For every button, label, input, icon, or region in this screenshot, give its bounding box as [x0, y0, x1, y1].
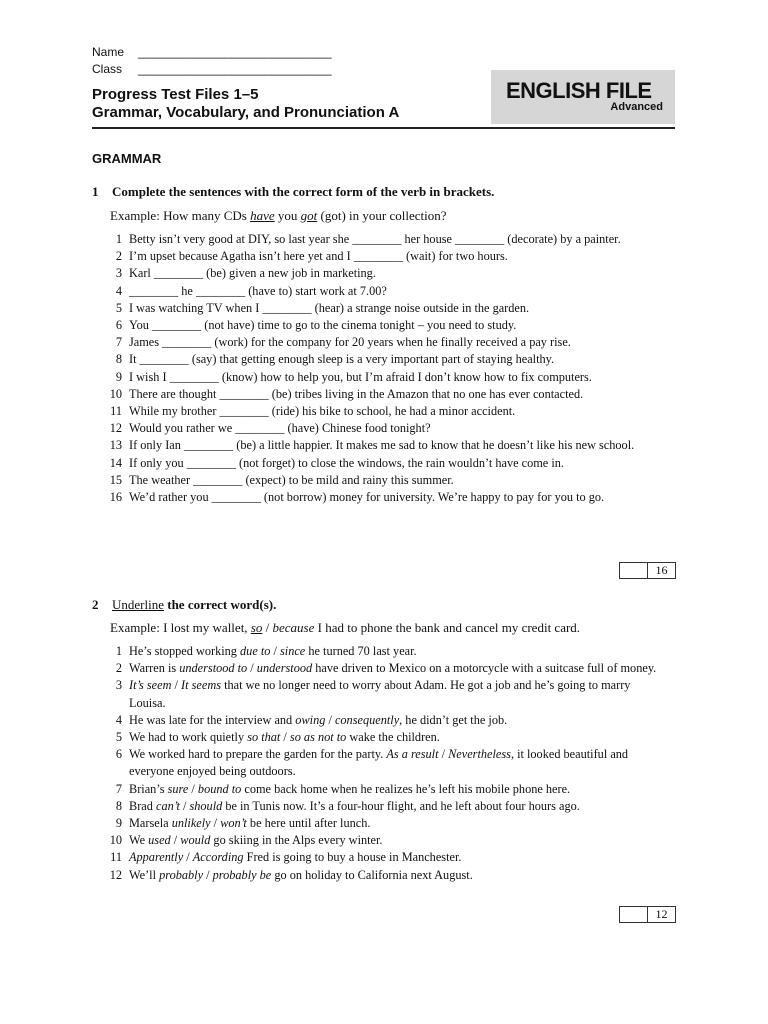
class-label: Class [92, 62, 123, 76]
q1-item-number: 2 [115, 249, 122, 264]
q2-option[interactable]: probably be [212, 867, 272, 882]
q2-option[interactable]: so that [247, 730, 281, 745]
q2-item [110, 643, 670, 660]
brand-sub-text: Advanced [610, 101, 663, 113]
q1-heading [92, 184, 682, 200]
q2-example-prefix: Example: I lost my wallet, [110, 620, 251, 635]
q2-item [110, 729, 670, 746]
q2-item-fragment: Brian’s [129, 781, 168, 796]
q2-option[interactable]: won’t [220, 816, 247, 831]
q1-score-box [619, 562, 676, 579]
q2-option[interactable]: so as not to [289, 730, 347, 745]
q2-item-fragment: / [183, 850, 193, 865]
q1-item-text: The weather ________ (expect) to be mild and rainy this summer. [129, 472, 454, 487]
q1-example-answer-1: have [250, 208, 275, 223]
q2-example [110, 620, 580, 636]
q2-item-fragment: / [171, 678, 182, 693]
q2-option[interactable]: Nevertheless [448, 747, 511, 762]
q1-item-number: 5 [115, 300, 122, 315]
q1-item [110, 472, 670, 489]
q1-item-text: Karl ________ (be) given a new job in marketing. [129, 266, 376, 281]
q1-item-text: While my brother ________ (ride) his bike to school, he had a minor accident. [129, 404, 516, 419]
q1-item-text: I was watching TV when I ________ (hear) a strange noise outside in the garden. [129, 300, 530, 315]
q1-item-text: It ________ (say) that getting enough sleep is a very important part of staying healthy. [129, 352, 555, 367]
q2-item [110, 798, 670, 815]
q1-item-number: 10 [109, 386, 122, 401]
q2-item-text [129, 799, 580, 813]
q1-item-text: ________ he ________ (have to) start work at 7.00? [129, 283, 387, 298]
q2-item-fragment: Brad [129, 798, 156, 813]
q2-item-number: 12 [109, 867, 122, 882]
q2-option[interactable]: can’t [155, 798, 180, 813]
name-row [92, 45, 332, 59]
q1-item-number: 3 [115, 266, 122, 281]
q2-option[interactable]: due to [240, 644, 271, 658]
q2-item [110, 867, 670, 884]
q2-item [110, 660, 670, 677]
brand-main-text: ENGLISH FILE [506, 78, 652, 103]
q1-item-number: 4 [115, 283, 122, 298]
q2-item [110, 832, 670, 849]
q2-item-fragment: go on holiday to California next August. [271, 867, 473, 882]
q2-item [110, 849, 670, 866]
q2-option[interactable]: understood [256, 661, 313, 676]
q1-item-text: If only Ian ________ (be) a little happier. It makes me sad to know that he doesn’t like his new school. [129, 438, 635, 453]
q2-option[interactable]: bound to [197, 781, 242, 796]
q2-item-fragment: be in Tunis now. It’s a four-hour flight, and he left about four hours ago. [222, 798, 580, 813]
q1-item-text: James ________ (work) for the company for 20 years when he finally received a pay rise. [129, 335, 571, 350]
q2-option[interactable]: since [280, 644, 306, 658]
class-blank[interactable]: _____________________________ [138, 62, 332, 76]
q2-instruction-underlined: Underline [112, 597, 164, 612]
q1-example-mid: you [274, 208, 301, 223]
q2-item-fragment: come back home when he realizes he’s left his mobile phone here. [241, 781, 571, 796]
q2-option[interactable]: According [192, 850, 244, 865]
q2-item [110, 746, 670, 780]
q2-number: 2 [92, 597, 99, 612]
q1-item-text: I wish I ________ (know) how to help you, but I’m afraid I don’t know how to fix computers. [129, 369, 592, 384]
q2-item-fragment: , it looked beautiful and everyone enjoyed being outdoors. [129, 747, 629, 779]
q1-item [110, 231, 670, 248]
q2-item-number: 2 [115, 661, 122, 676]
q2-item-fragment: / [179, 798, 190, 813]
q2-score-box [619, 906, 676, 923]
q2-item-fragment: We worked hard to prepare the garden for the party. [129, 747, 387, 762]
q2-example-suffix: I had to phone the bank and cancel my credit card. [314, 620, 581, 635]
q2-item-text [129, 868, 473, 882]
q1-item-list [110, 231, 670, 506]
q1-score-total: 16 [655, 563, 668, 577]
test-title: Progress Test Files 1–5 [92, 86, 259, 103]
q2-option[interactable]: It seems [181, 678, 221, 693]
q2-item-list [110, 643, 670, 884]
q2-item-fragment: / [438, 747, 449, 762]
q2-item-text [129, 644, 417, 658]
q2-item-fragment: / [210, 816, 221, 831]
q1-item-text: There are thought ________ (be) tribes living in the Amazon that no one has ever contacted. [129, 386, 584, 401]
q2-item [110, 677, 670, 711]
q2-example-option-1: so [250, 620, 263, 635]
header-divider [92, 127, 675, 129]
q1-item-number: 6 [115, 318, 122, 333]
q2-score-input[interactable] [620, 907, 648, 922]
q2-example-separator: / [262, 620, 273, 635]
test-subtitle: Grammar, Vocabulary, and Pronunciation A [92, 104, 400, 121]
q1-item [110, 403, 670, 420]
q1-example-answer-2: got [300, 208, 318, 223]
q2-heading [92, 597, 682, 613]
q2-item-fragment: / [325, 712, 335, 727]
q2-item-fragment: / [170, 833, 181, 848]
q2-item-fragment: Warren is [129, 661, 180, 676]
q2-item-text [129, 782, 570, 796]
q2-option[interactable]: unlikely [171, 816, 211, 831]
q2-item-text [129, 816, 370, 830]
q1-instruction: Complete the sentences with the correct form of the verb in brackets. [112, 184, 495, 199]
q1-item [110, 386, 670, 403]
q2-score-total: 12 [655, 907, 668, 921]
q1-item-number: 8 [115, 352, 122, 367]
q2-item-fragment: go skiing in the Alps every winter. [210, 833, 383, 848]
q2-item-text [129, 747, 628, 778]
q2-item-fragment: He’s stopped working [129, 644, 241, 658]
q2-item-fragment: have driven to Mexico on a motorcycle with a suitcase full of money. [312, 661, 657, 676]
q2-option[interactable]: It’s seem [129, 678, 172, 693]
q2-option[interactable]: would [180, 833, 211, 848]
brand-logo [491, 70, 675, 124]
q2-option[interactable]: sure [167, 781, 189, 796]
q2-example-option-2: because [272, 620, 315, 635]
q1-item-text: Would you rather we ________ (have) Chinese food tonight? [129, 421, 431, 436]
q1-item [110, 369, 670, 386]
q2-item-number: 6 [115, 747, 122, 762]
q1-item [110, 283, 670, 300]
q2-item-fragment: / [280, 730, 290, 745]
q1-score-input[interactable] [620, 563, 648, 578]
q1-item [110, 300, 670, 317]
q2-item-text [129, 730, 440, 744]
q1-example-prefix: Example: How many CDs [110, 208, 251, 223]
q2-item-fragment: / [188, 781, 198, 796]
q1-item [110, 265, 670, 282]
q2-option[interactable]: owing [295, 712, 326, 727]
q1-item [110, 489, 670, 506]
q1-example-suffix: (got) in your collection? [317, 208, 447, 223]
q2-item [110, 781, 670, 798]
q2-item-number: 4 [115, 712, 122, 727]
q2-option[interactable]: consequently [334, 712, 400, 727]
q2-item-number: 8 [115, 798, 122, 813]
q2-item-fragment: We [129, 833, 149, 848]
q1-item [110, 317, 670, 334]
q1-item-number: 12 [109, 421, 122, 436]
q2-option[interactable]: probably [159, 867, 204, 882]
q2-item-number: 3 [115, 678, 122, 693]
name-label: Name [92, 45, 125, 59]
q2-item-fragment: that we no longer need to worry about Adam. He got a job and he’s going to marry Louisa. [129, 678, 631, 710]
name-blank[interactable]: _____________________________ [138, 45, 332, 59]
q2-item-number: 1 [115, 644, 122, 658]
q2-item-fragment: Marsela [129, 816, 172, 831]
q2-option[interactable]: Apparently [129, 850, 184, 865]
q1-item-number: 1 [115, 232, 122, 246]
q2-option[interactable]: used [148, 833, 171, 848]
q2-item-text [129, 678, 630, 709]
q2-item-fragment: He was late for the interview and [129, 712, 296, 727]
q2-instruction: the correct word(s). [163, 597, 277, 612]
q1-item-text: You ________ (not have) time to go to the cinema tonight – you need to study. [129, 318, 517, 333]
q2-item-text [129, 833, 383, 847]
q2-item-number: 11 [110, 850, 122, 865]
q1-item-text: We’d rather you ________ (not borrow) money for university. We’re happy to pay for you to go. [129, 490, 605, 505]
q1-item-number: 11 [110, 404, 122, 419]
q2-item-fragment: he turned 70 last year. [305, 644, 417, 658]
q1-item [110, 334, 670, 351]
q1-item [110, 351, 670, 368]
q1-item-text: I’m upset because Agatha isn’t here yet and I ________ (wait) for two hours. [129, 249, 508, 264]
section-title: GRAMMAR [92, 151, 162, 166]
q1-item-number: 9 [115, 369, 122, 384]
q2-item-text [129, 661, 656, 675]
q2-item [110, 712, 670, 729]
class-row [92, 62, 332, 76]
q2-option[interactable]: should [189, 798, 223, 813]
q2-item-number: 5 [115, 730, 122, 745]
q1-item [110, 455, 670, 472]
q1-item [110, 437, 670, 454]
q2-item-number: 9 [115, 816, 122, 831]
q1-item [110, 248, 670, 265]
q2-item-number: 10 [109, 833, 122, 848]
q1-item-text: If only you ________ (not forget) to close the windows, the rain wouldn’t have come in. [129, 455, 564, 470]
q2-item-fragment: be here until after lunch. [246, 816, 371, 831]
q1-item-number: 15 [109, 472, 122, 487]
q1-item [110, 420, 670, 437]
q1-item-number: 13 [109, 438, 122, 453]
q1-example [110, 208, 447, 224]
q2-item-fragment: , he didn’t get the job. [399, 712, 508, 727]
q2-item-fragment: / [270, 644, 280, 658]
q1-item-number: 14 [109, 455, 122, 470]
q2-item-fragment: / [203, 867, 213, 882]
q1-item-number: 7 [115, 335, 122, 350]
q2-item-text [129, 850, 461, 864]
q2-item-fragment: wake the children. [346, 730, 440, 745]
q2-item-fragment: / [247, 661, 257, 676]
q2-option[interactable]: understood to [179, 661, 248, 676]
q1-item-number: 16 [109, 490, 122, 505]
q2-item-number: 7 [115, 781, 122, 796]
q2-item-fragment: We had to work quietly [129, 730, 248, 745]
q1-number: 1 [92, 184, 99, 199]
q1-item-text: Betty isn’t very good at DIY, so last year she ________ her house ________ (decorate) by a painter. [129, 232, 621, 246]
q2-item-text [129, 713, 507, 727]
q2-item [110, 815, 670, 832]
q2-option[interactable]: As a result [386, 747, 439, 762]
q2-item-fragment: Fred is going to buy a house in Manchester. [243, 850, 462, 865]
q2-item-fragment: We’ll [129, 867, 160, 882]
